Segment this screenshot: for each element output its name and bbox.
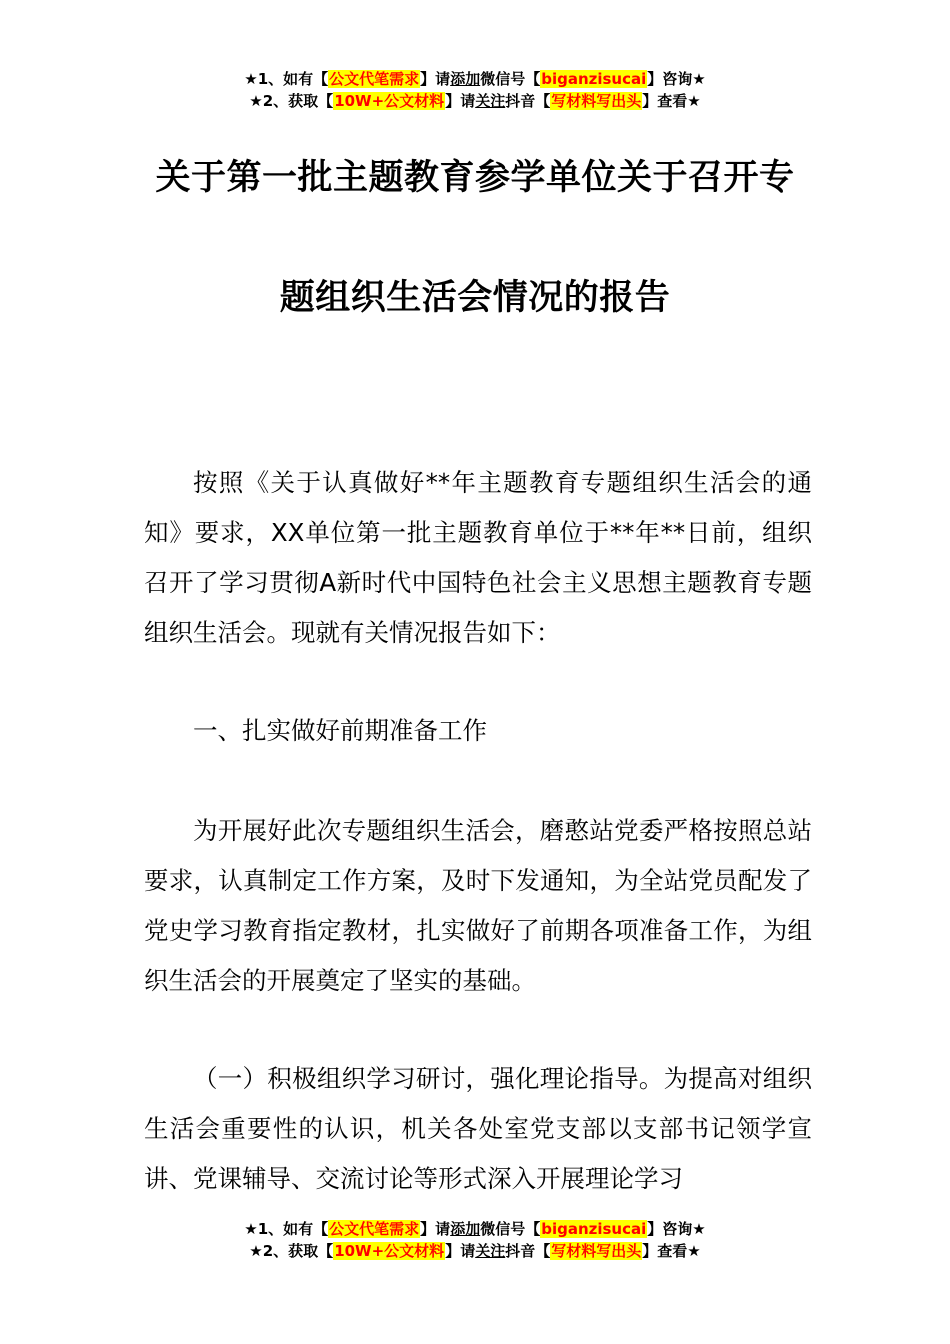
promo-text: ★2、获取【 xyxy=(249,1242,334,1260)
promo-text: 微信号【 xyxy=(480,1220,541,1238)
section-heading: 一、扎实做好前期准备工作 xyxy=(193,716,487,745)
promo-text: 】咨询★ xyxy=(647,70,706,88)
promo-text: 】查看★ xyxy=(642,1242,701,1260)
promo-text: ★2、获取【 xyxy=(249,92,334,110)
promo-line-2 xyxy=(0,1240,950,1262)
promo-text: 微信号【 xyxy=(480,70,541,88)
promo-underlined: 关注 xyxy=(475,92,506,110)
promo-highlight: 10W+公文材料 xyxy=(334,92,445,110)
promo-highlight: 10W+公文材料 xyxy=(334,1242,445,1260)
promo-text: 抖音【 xyxy=(505,1242,551,1260)
promo-text: 】请 xyxy=(445,1242,476,1260)
document-title-line-2: 题组织生活会情况的报告 xyxy=(279,278,671,318)
promo-underlined: 添加 xyxy=(450,1220,481,1238)
document-title-line-1: 关于第一批主题教育参学单位关于召开专 xyxy=(155,158,795,198)
promo-text: 】请 xyxy=(420,70,451,88)
promo-text: 】请 xyxy=(445,92,476,110)
promo-line-1 xyxy=(0,1218,950,1240)
promo-underlined: 关注 xyxy=(475,1242,506,1260)
promo-highlight: 写材料写出头 xyxy=(551,1242,642,1260)
promo-text: ★1、如有【 xyxy=(244,1220,329,1238)
promo-line-2 xyxy=(0,90,950,112)
promo-highlight: 公文代笔需求 xyxy=(329,1220,420,1238)
promo-highlight: biganzisucai xyxy=(541,1220,647,1238)
promo-text: 】咨询★ xyxy=(647,1220,706,1238)
promo-text: 】请 xyxy=(420,1220,451,1238)
promo-underlined: 添加 xyxy=(450,70,481,88)
top-promo-banner xyxy=(0,68,950,112)
body-paragraph: （一）积极组织学习研讨，强化理论指导。为提高对组织生活会重要性的认识，机关各处室党支部以支部书记领学宣讲、党课辅导、交流讨论等形式深入开展理论学习 xyxy=(144,1064,812,1193)
promo-highlight: 公文代笔需求 xyxy=(329,70,420,88)
intro-paragraph: 按照《关于认真做好**年主题教育专题组织生活会的通知》要求，XX单位第一批主题教育单位于**年**日前，组织召开了学习贯彻A新时代中国特色社会主义思想主题教育专题组织生活会。现就有关情况报告如下： xyxy=(144,468,812,647)
promo-line-1 xyxy=(0,68,950,90)
body-paragraph: 为开展好此次专题组织生活会，磨憨站党委严格按照总站要求，认真制定工作方案，及时下发通知，为全站党员配发了党史学习教育指定教材，扎实做好了前期各项准备工作，为组织生活会的开展奠定了坚实的基础。 xyxy=(144,816,812,995)
bottom-promo-banner xyxy=(0,1218,950,1262)
promo-text: 】查看★ xyxy=(642,92,701,110)
promo-highlight: 写材料写出头 xyxy=(551,92,642,110)
promo-highlight: biganzisucai xyxy=(541,70,647,88)
promo-text: 抖音【 xyxy=(505,92,551,110)
promo-text: ★1、如有【 xyxy=(244,70,329,88)
